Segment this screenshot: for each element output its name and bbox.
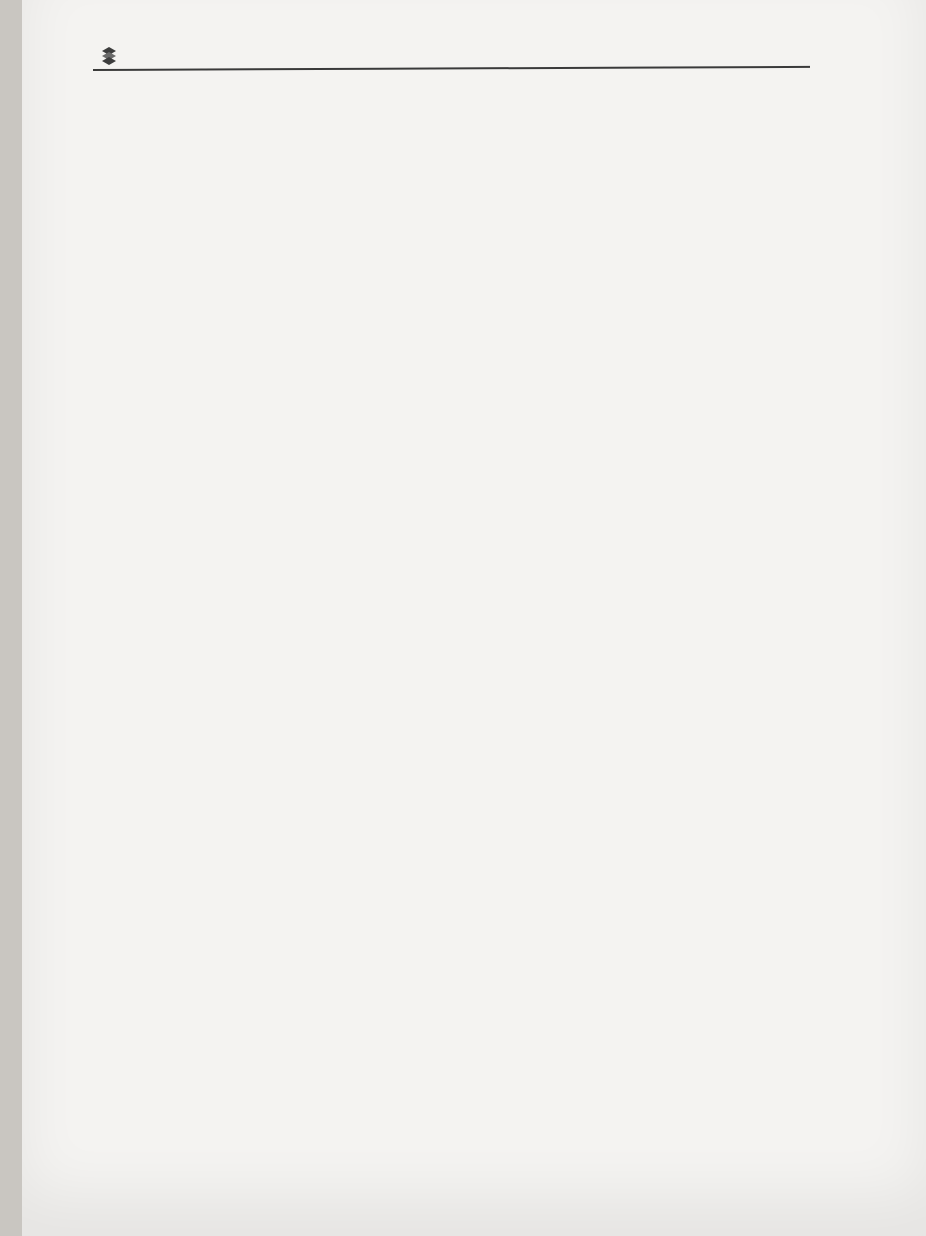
company-logo-icon xyxy=(99,46,119,66)
paper-sheet xyxy=(22,0,926,1236)
